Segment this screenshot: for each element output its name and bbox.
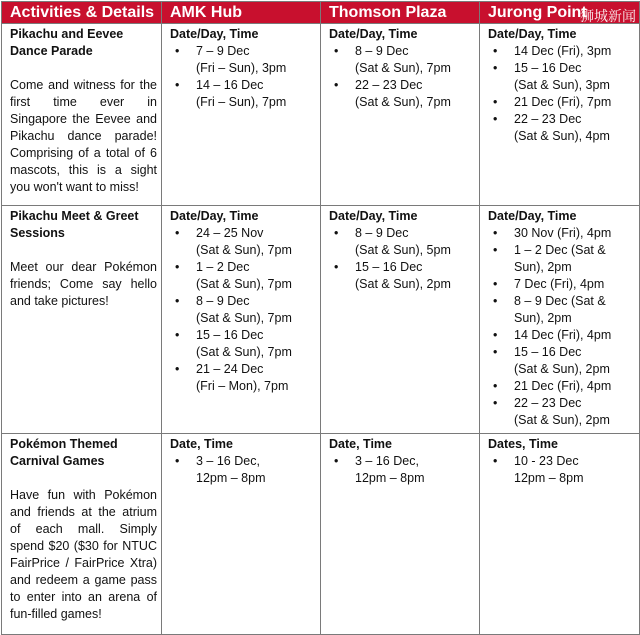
schedule-line: • 8 – 9 Dec (Sat &	[514, 294, 606, 308]
schedule-item	[196, 327, 314, 361]
schedule-line: (Fri – Sun), 7pm	[196, 95, 287, 109]
activity-description: Have fun with Pokémon and friends at the atrium of each mall. Simply spend $20 ($30 for NTUC FairPrice / FairPrice Xtra) and redeem a game pass to enter into an arena of fun-filled games!	[10, 488, 157, 621]
schedule-line: (Sat & Sun), 7pm	[355, 95, 451, 109]
schedule-item	[196, 453, 314, 487]
schedule-label: Date/Day, Time	[170, 209, 259, 223]
venue-cell-jurong-point	[480, 206, 640, 434]
schedule-line: • 3 – 16 Dec,	[355, 454, 419, 468]
schedule-table	[1, 1, 640, 635]
schedule-line: • 14 Dec (Fri), 3pm	[514, 44, 612, 58]
schedule-item	[514, 293, 633, 327]
schedule-line: (Sat & Sun), 7pm	[196, 243, 292, 257]
activity-title: Pikachu Meet & Greet Sessions	[10, 209, 139, 240]
schedule-line: Sun), 2pm	[514, 311, 572, 325]
schedule-line: (Sat & Sun), 4pm	[514, 129, 610, 143]
activity-description: Meet our dear Pokémon friends; Come say hello and take pictures!	[10, 260, 157, 308]
schedule-line: • 21 Dec (Fri), 4pm	[514, 379, 612, 393]
schedule-item	[514, 378, 633, 395]
schedule-item	[355, 43, 473, 77]
schedule-label: Date/Day, Time	[488, 27, 577, 41]
schedule-item	[355, 453, 473, 487]
schedule-line: • 8 – 9 Dec	[355, 44, 409, 58]
schedule-line: (Sat & Sun), 2pm	[514, 362, 610, 376]
schedule-line: (Sat & Sun), 5pm	[355, 243, 451, 257]
venue-cell-jurong-point	[480, 24, 640, 206]
schedule-item	[196, 259, 314, 293]
schedule-list	[170, 43, 314, 111]
activity-description: Come and witness for the first time ever in Singapore the Eevee and Pikachu dance parade! Comprising of a total of 6 mascots, this is a sight you won't want to miss!	[10, 78, 157, 194]
schedule-line: • 21 Dec (Fri), 7pm	[514, 95, 612, 109]
schedule-line: (Sat & Sun), 2pm	[355, 277, 451, 291]
schedule-item	[196, 361, 314, 395]
schedule-line: • 8 – 9 Dec	[355, 226, 409, 240]
schedule-line: • 15 – 16 Dec	[355, 260, 423, 274]
schedule-item	[514, 395, 633, 429]
schedule-line: • 7 Dec (Fri), 4pm	[514, 277, 605, 291]
schedule-list	[329, 225, 473, 293]
schedule-line: (Sat & Sun), 7pm	[196, 345, 292, 359]
schedule-line: • 10 - 23 Dec	[514, 454, 579, 468]
schedule-line: • 15 – 16 Dec	[514, 345, 582, 359]
activity-title: Pikachu and Eevee Dance Parade	[10, 27, 124, 58]
schedule-list	[329, 43, 473, 111]
schedule-line: (Sat & Sun), 3pm	[514, 78, 610, 92]
schedule-item	[196, 77, 314, 111]
schedule-line: Sun), 2pm	[514, 260, 572, 274]
activity-cell	[2, 434, 162, 635]
schedule-label: Date, Time	[170, 437, 233, 451]
schedule-line: 12pm – 8pm	[355, 471, 425, 485]
schedule-line: • 22 – 23 Dec	[355, 78, 423, 92]
schedule-line: • 15 – 16 Dec	[514, 61, 582, 75]
schedule-item	[355, 77, 473, 111]
venue-cell-amk-hub	[162, 434, 321, 635]
table-row	[2, 206, 640, 434]
schedule-label: Date/Day, Time	[488, 209, 577, 223]
schedule-line: • 30 Nov (Fri), 4pm	[514, 226, 612, 240]
activity-title: Pokémon Themed Carnival Games	[10, 437, 118, 468]
schedule-line: (Sat & Sun), 7pm	[196, 311, 292, 325]
table-row	[2, 24, 640, 206]
schedule-item	[196, 225, 314, 259]
schedule-label: Date/Day, Time	[170, 27, 259, 41]
watermark: 狮城新闻	[580, 9, 636, 25]
schedule-item	[514, 43, 633, 60]
schedule-line: (Sat & Sun), 7pm	[196, 277, 292, 291]
schedule-list	[329, 453, 473, 487]
schedule-line: • 24 – 25 Nov	[196, 226, 264, 240]
schedule-label: Date/Day, Time	[329, 209, 418, 223]
schedule-item	[514, 453, 633, 487]
schedule-item	[355, 259, 473, 293]
schedule-item	[514, 242, 633, 276]
venue-cell-jurong-point	[480, 434, 640, 635]
venue-cell-amk-hub	[162, 24, 321, 206]
schedule-label: Date, Time	[329, 437, 392, 451]
schedule-item	[514, 327, 633, 344]
schedule-list	[488, 225, 633, 429]
schedule-line: • 22 – 23 Dec	[514, 396, 582, 410]
schedule-item	[514, 344, 633, 378]
venue-cell-thomson-plaza	[321, 434, 480, 635]
schedule-label: Date/Day, Time	[329, 27, 418, 41]
schedule-line: (Fri – Mon), 7pm	[196, 379, 289, 393]
header-row	[2, 2, 640, 24]
schedule-item	[196, 43, 314, 77]
schedule-line: • 14 – 16 Dec	[196, 78, 264, 92]
schedule-line: • 3 – 16 Dec,	[196, 454, 260, 468]
schedule-list	[488, 43, 633, 145]
schedule-list	[488, 453, 633, 487]
table-row	[2, 434, 640, 635]
schedule-item	[514, 60, 633, 94]
activity-cell	[2, 206, 162, 434]
schedule-item	[514, 94, 633, 111]
schedule-item	[196, 293, 314, 327]
schedule-list	[170, 453, 314, 487]
schedule-line: • 7 – 9 Dec	[196, 44, 250, 58]
schedule-line: • 22 – 23 Dec	[514, 112, 582, 126]
schedule-line: • 21 – 24 Dec	[196, 362, 264, 376]
schedule-list	[170, 225, 314, 395]
activity-cell	[2, 24, 162, 206]
schedule-line: (Fri – Sun), 3pm	[196, 61, 287, 75]
schedule-line: • 1 – 2 Dec (Sat &	[514, 243, 606, 257]
schedule-line: • 8 – 9 Dec	[196, 294, 250, 308]
schedule-line: (Sat & Sun), 7pm	[355, 61, 451, 75]
schedule-line: • 15 – 16 Dec	[196, 328, 264, 342]
schedule-item	[514, 225, 633, 242]
header-activities: Activities & Details	[2, 2, 162, 24]
schedule-line: 12pm – 8pm	[514, 471, 584, 485]
header-jurong-point: Jurong Point	[480, 2, 640, 24]
schedule-item	[355, 225, 473, 259]
schedule-line: • 1 – 2 Dec	[196, 260, 250, 274]
header-amk-hub: AMK Hub	[162, 2, 321, 24]
schedule-item	[514, 111, 633, 145]
schedule-line: (Sat & Sun), 2pm	[514, 413, 610, 427]
header-thomson-plaza: Thomson Plaza	[321, 2, 480, 24]
venue-cell-thomson-plaza	[321, 24, 480, 206]
venue-cell-amk-hub	[162, 206, 321, 434]
schedule-label: Dates, Time	[488, 437, 558, 451]
schedule-item	[514, 276, 633, 293]
schedule-line: • 14 Dec (Fri), 4pm	[514, 328, 612, 342]
venue-cell-thomson-plaza	[321, 206, 480, 434]
schedule-line: 12pm – 8pm	[196, 471, 266, 485]
